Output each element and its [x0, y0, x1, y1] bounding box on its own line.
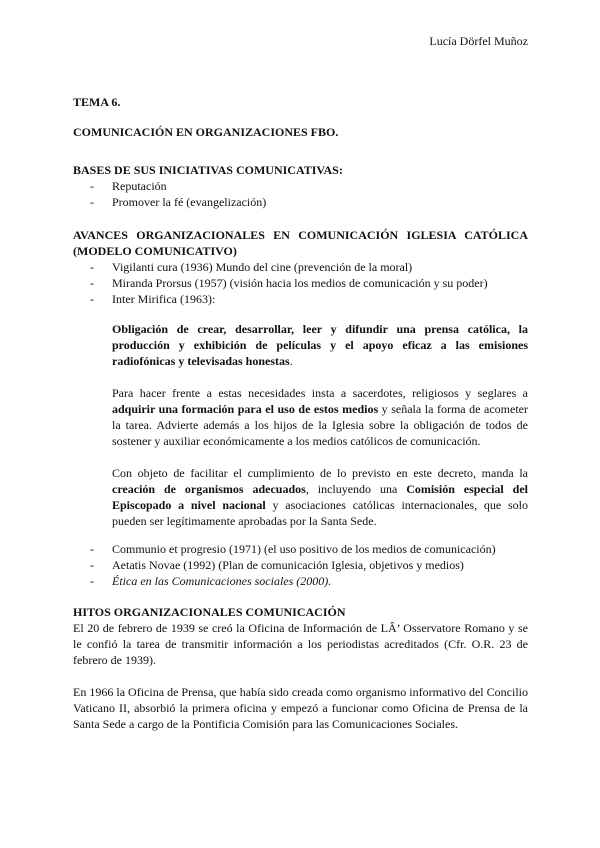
avances-list: [73, 259, 528, 307]
topic-title: COMUNICACIÓN EN ORGANIZACIONES FBO.: [73, 125, 339, 139]
text: Para hacer frente a estas necesidades insta a sacerdotes, religiosos y seglares a: [112, 386, 528, 400]
text: Con objeto de facilitar el cumplimiento de lo previsto en este decreto, manda la: [112, 466, 528, 480]
list-item: - Aetatis Novae (1992) (Plan de comunicación Iglesia, objetivos y medios): [73, 557, 528, 573]
list-item: - Vigilanti cura (1936) Mundo del cine (prevención de la moral): [73, 259, 528, 275]
bases-heading: BASES DE SUS INICIATIVAS COMUNICATIVAS:: [73, 163, 343, 177]
inter-mirifica-paragraph-2: [112, 385, 528, 449]
list-item: - Miranda Prorsus (1957) (visión hacia los medios de comunicación y su poder): [73, 275, 528, 291]
text: .: [289, 354, 293, 368]
bold-text: Obligación de crear, desarrollar, leer y difundir una prensa católica, la producción y exhibición de películas y el apoyo eficaz a las emisiones radiofónicas y televisadas honestas: [112, 322, 528, 368]
text: , incluyendo una: [305, 482, 407, 496]
list-item: - Inter Mirifica (1963):: [73, 291, 528, 307]
avances-list-2: [73, 541, 528, 589]
avances-heading: AVANCES ORGANIZACIONALES EN COMUNICACIÓN IGLESIA CATÓLICA (MODELO COMUNICATIVO): [73, 228, 528, 258]
document-body: [73, 94, 528, 732]
inter-mirifica-paragraph-1: [112, 321, 528, 369]
text: y asociaciones católicas internacionales, que solo pueden ser legítimamente aprobadas por la Santa Sede.: [112, 498, 528, 528]
list-item: - Reputación: [73, 178, 528, 194]
bold-text: adquirir una formación para el uso de estos medios: [112, 402, 379, 416]
hitos-heading: HITOS ORGANIZACIONALES COMUNICACIÓN: [73, 605, 346, 619]
bold-text: creación de organismos adecuados: [112, 482, 306, 496]
hitos-paragraph-1: El 20 de febrero de 1939 se creó la Oficina de Información de LÂ’ Osservatore Romano y se le confió la tarea de transmitir información a los periodistas acreditados (Cfr. O.R. 23 de febrero de 1939).: [73, 621, 528, 667]
bases-list: [73, 178, 528, 210]
list-item: - Communio et progresio (1971) (el uso positivo de los medios de comunicación): [73, 541, 528, 557]
list-item: - Promover la fé (evangelización): [73, 194, 528, 210]
bold-text: Comisión especial del Episcopado a nivel nacional: [112, 482, 528, 512]
hitos-paragraph-2: En 1966 la Oficina de Prensa, que había sido creada como organismo informativo del Concilio Vaticano II, absorbió la primera oficina y empezó a funcionar como Oficina de Prensa de la Santa Sede a cargo de la Pontificia Comisión para las Comunicaciones Sociales.: [73, 685, 528, 731]
text: y señala la forma de acometer la tarea. Advierte además a los hijos de la Iglesia sobre la obligación de todos de sostener y auxiliar económicamente a los medios católicos de comunicación.: [112, 402, 528, 448]
topic-number: TEMA 6.: [73, 95, 121, 109]
list-item: - Ética en las Comunicaciones sociales (2000).: [73, 573, 528, 589]
author-name: Lucía Dörfel Muñoz: [429, 34, 528, 48]
inter-mirifica-paragraph-3: [112, 465, 528, 529]
